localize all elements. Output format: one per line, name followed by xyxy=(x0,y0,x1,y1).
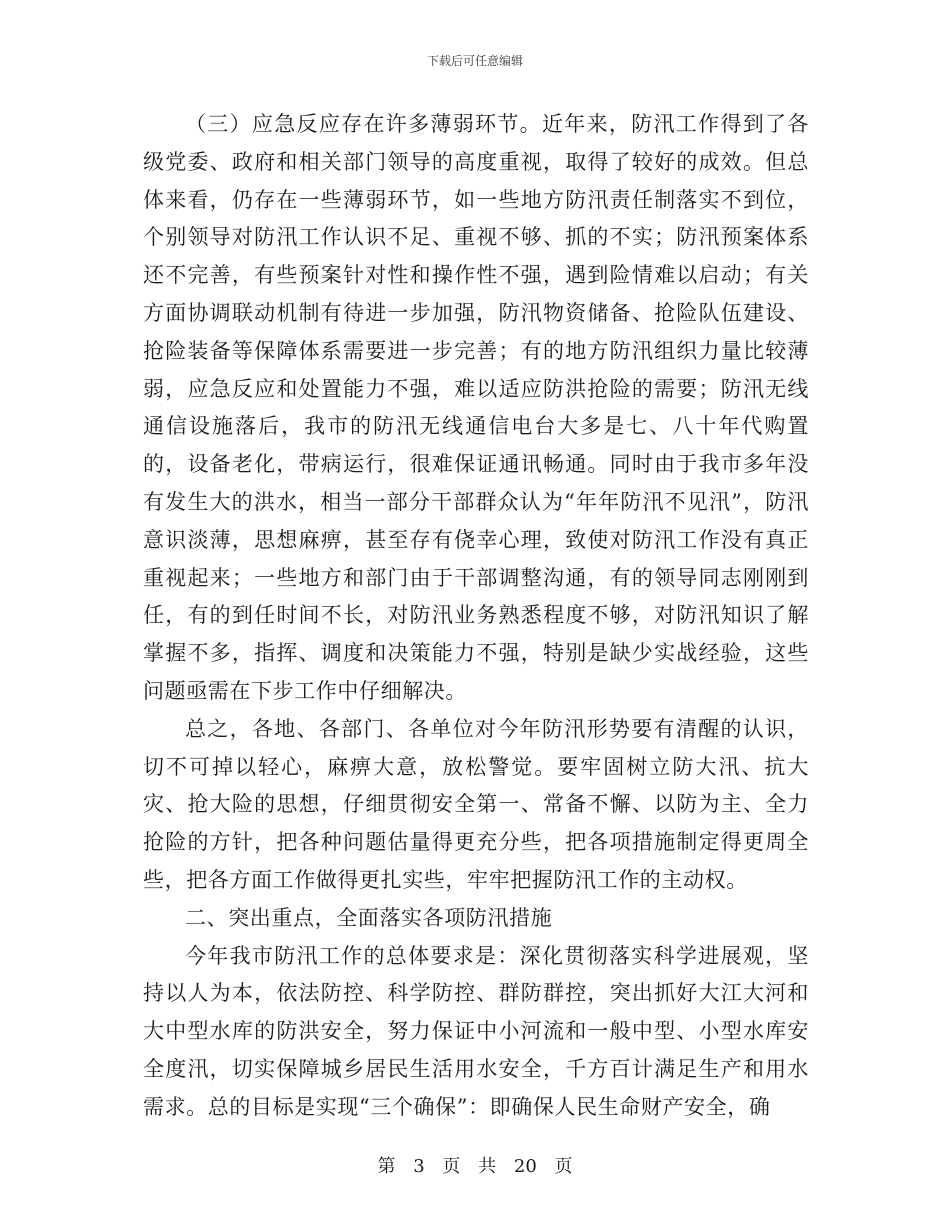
page-header-note: 下载后可任意编辑 xyxy=(426,54,523,68)
section-heading: 二、突出重点，全面落实各项防汛措施 xyxy=(185,905,553,930)
footer-total-word: 共 xyxy=(478,1156,497,1177)
footer-suffix: 页 xyxy=(554,1156,573,1177)
body-paragraph: （三）应急反应存在许多薄弱环节。近年来，防汛工作得到了各级党委、政府和相关部门领导的高度重视，取得了较好的成效。但总体来看，仍存在一些薄弱环节，如一些地方防汛责任制落实不到位，个别领导对防汛工作认识不足、重视不够、抓的不实；防汛预案体系还不完善，有些预案针对性和操作性不强，遇到险情难以启动；有关方面协调联动机制有待进一步加强，防汛物资储备、抢险队伍建设、抢险装备等保障体系需要进一步完善；有的地方防汛组织力量比较薄弱，应急反应和处置能力不强，难以适应防洪抢险的需要；防汛无线通信设施落后，我市的防汛无线通信电台大多是七、八十年代购置的，设备老化，带病运行，很难保证通讯畅通。同时由于我市多年没有发生大的洪水，相当一部分干部群众认为“年年防汛不见汛”，防汛意识淡薄，思想麻痹，甚至存有侥幸心理，致使对防汛工作没有真正重视起来；一些地方和部门由于干部调整沟通，有的领导同志刚刚到任，有的到任时间不长，对防汛业务熟悉程度不够，对防汛知识了解掌握不多，指挥、调度和决策能力不强，特别是缺少实战经验，这些问题亟需在下步工作中仔细解决。 xyxy=(143,112,809,703)
footer-prefix: 第 xyxy=(377,1156,396,1177)
total-page-count: 20 xyxy=(513,1156,537,1177)
page-footer xyxy=(0,1152,950,1178)
document-body xyxy=(143,106,809,1127)
footer-page-word: 页 xyxy=(442,1156,461,1177)
body-paragraph: 总之，各地、各部门、各单位对今年防汛形势要有清醒的认识，切不可掉以轻心，麻痹大意，放松警觉。要牢固树立防大汛、抗大灾、抢大险的思想，仔细贯彻安全第一、常备不懈、以防为主、全力抢险的方针，把各种问题估量得更充分些，把各项措施制定得更周全些，把各方面工作做得更扎实些，牢牢把握防汛工作的主动权。 xyxy=(143,716,809,892)
current-page-number: 3 xyxy=(413,1156,425,1177)
body-paragraph: 今年我市防汛工作的总体要求是：深化贯彻落实科学进展观，坚持以人为本，依法防控、科学防控、群防群控，突出抓好大江大河和大中型水库的防洪安全，努力保证中小河流和一般中型、小型水库安全度汛，切实保障城乡居民生活用水安全，千方百计满足生产和用水需求。总的目标是实现“三个确保”：即确保人民生命财产安全，确 xyxy=(143,943,809,1119)
